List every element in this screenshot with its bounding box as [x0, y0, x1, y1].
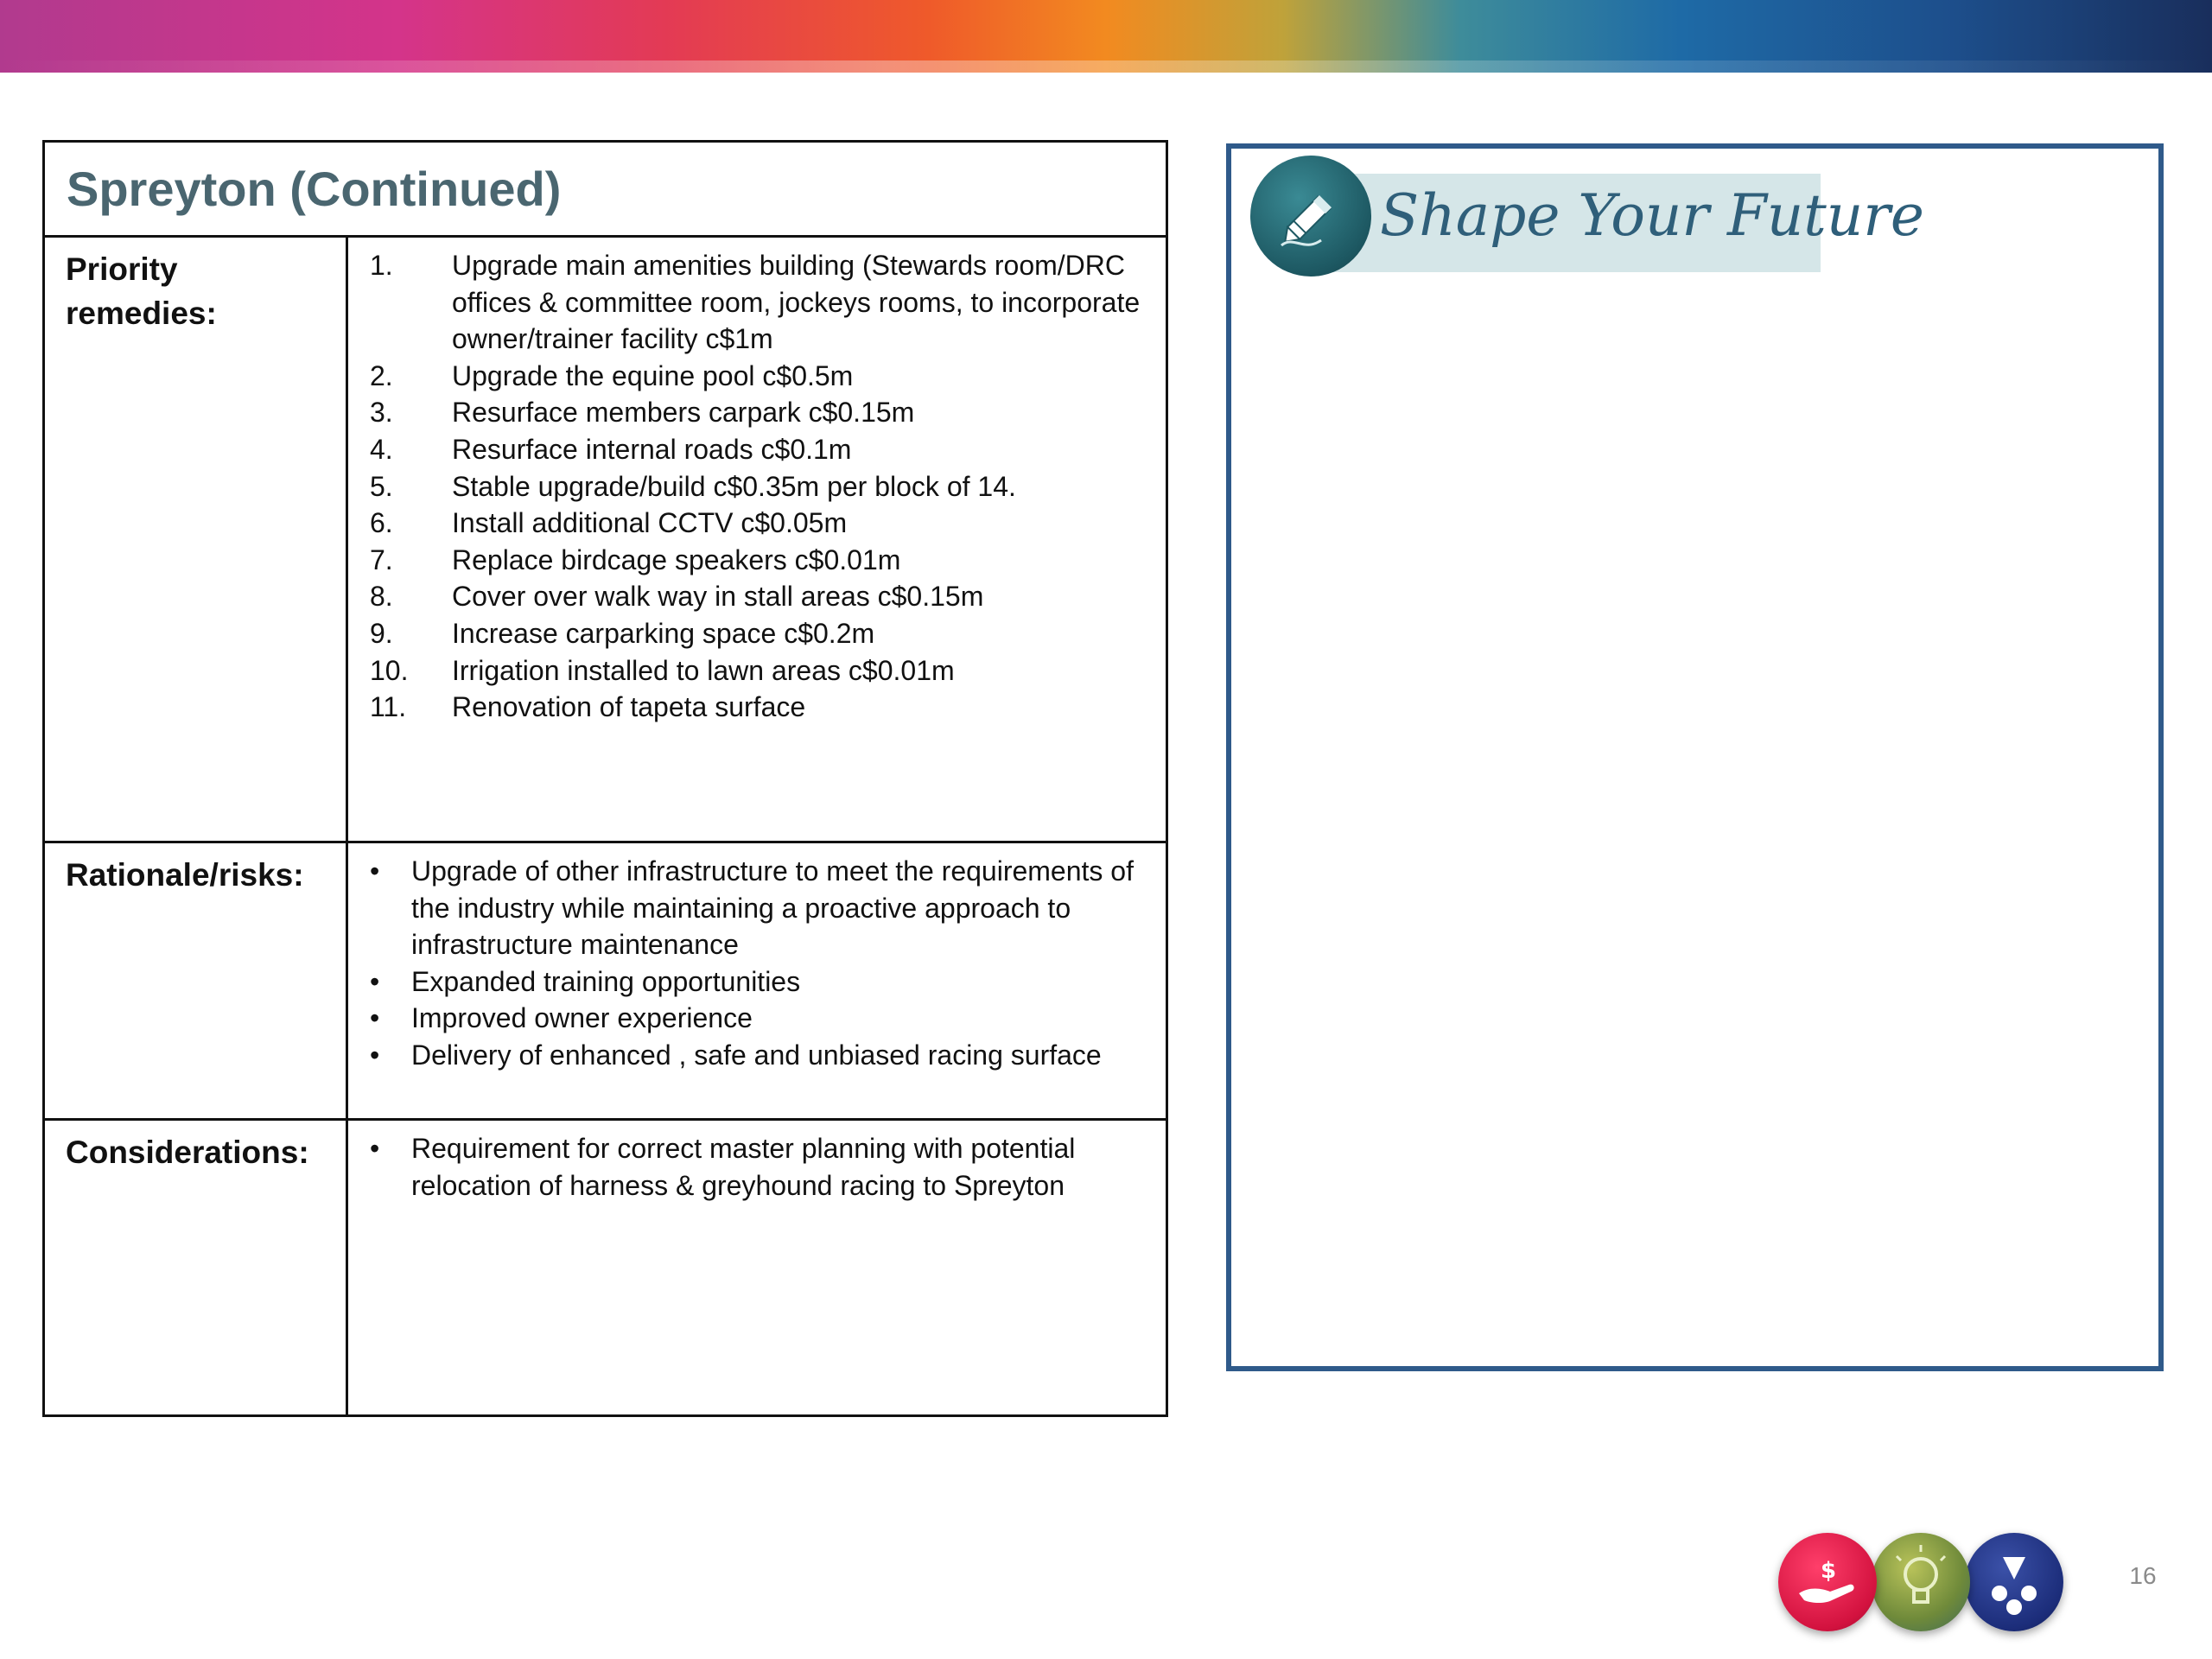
svg-text:$: $: [1820, 1558, 1837, 1584]
list-item: 1. Upgrade main amenities building (Stewards room/DRC offices & committee room, jockeys rooms, to incorporate owner/trainer facility c$1m: [370, 250, 1141, 355]
pencil-icon: [1250, 156, 1371, 276]
row-label: Rationale/risks:: [45, 841, 348, 1118]
info-table: [42, 140, 1168, 1417]
list-item: 3. Resurface members carpark c$0.15m: [370, 397, 915, 429]
row-content: [348, 841, 1166, 1118]
table-row-considerations: [45, 1118, 1166, 1414]
logo-text: Shape Your Future: [1380, 182, 1924, 249]
row-label: Considerations:: [45, 1118, 348, 1414]
list-item: 5. Stable upgrade/build c$0.35m per block of 14.: [370, 470, 1016, 502]
rationale-list: [348, 853, 1148, 1074]
header-banner: [0, 0, 2212, 73]
row-label: Priority remedies:: [45, 235, 348, 841]
triangle-dots-icon: [1965, 1533, 2063, 1631]
row-content: [348, 1118, 1166, 1414]
list-item: • Requirement for correct master planning with potential relocation of harness & greyhound racing to Spreyton: [348, 1130, 1148, 1204]
list-item: 9. Increase carparking space c$0.2m: [370, 617, 875, 649]
list-item: 4. Resurface internal roads c$0.1m: [370, 433, 852, 465]
list-item: • Upgrade of other infrastructure to meet the requirements of the industry while maintaining a proactive approach to infrastructure maintenance: [348, 853, 1148, 963]
table-row-priority-remedies: [45, 235, 1166, 843]
list-item: 10. Irrigation installed to lawn areas c$0.01m: [370, 654, 955, 686]
list-item: 7. Replace birdcage speakers c$0.01m: [370, 543, 901, 575]
list-item: • Expanded training opportunities: [348, 963, 1148, 1001]
list-item: 8. Cover over walk way in stall areas c$0.15m: [370, 581, 984, 613]
list-item: 11. Renovation of tapeta surface: [370, 691, 806, 723]
row-content: [348, 235, 1166, 841]
considerations-list: [348, 1130, 1148, 1204]
list-item: 2. Upgrade the equine pool c$0.5m: [370, 359, 854, 391]
list-item: • Delivery of enhanced , safe and unbiased racing surface: [348, 1037, 1148, 1074]
remedies-list: [348, 247, 1148, 726]
shape-your-future-panel: [1226, 143, 2164, 1371]
table-row-rationale-risks: [45, 841, 1166, 1121]
list-item: • Improved owner experience: [348, 1000, 1148, 1037]
footer-logos: [1778, 1533, 2063, 1633]
hand-dollar-icon: [1778, 1533, 1877, 1631]
list-item: 6. Install additional CCTV c$0.05m: [370, 507, 848, 539]
slide-title: Spreyton (Continued): [45, 143, 1166, 238]
shape-your-future-logo: [1250, 156, 1924, 270]
lightbulb-icon: [1872, 1533, 1970, 1631]
page-number: 16: [2129, 1562, 2157, 1589]
